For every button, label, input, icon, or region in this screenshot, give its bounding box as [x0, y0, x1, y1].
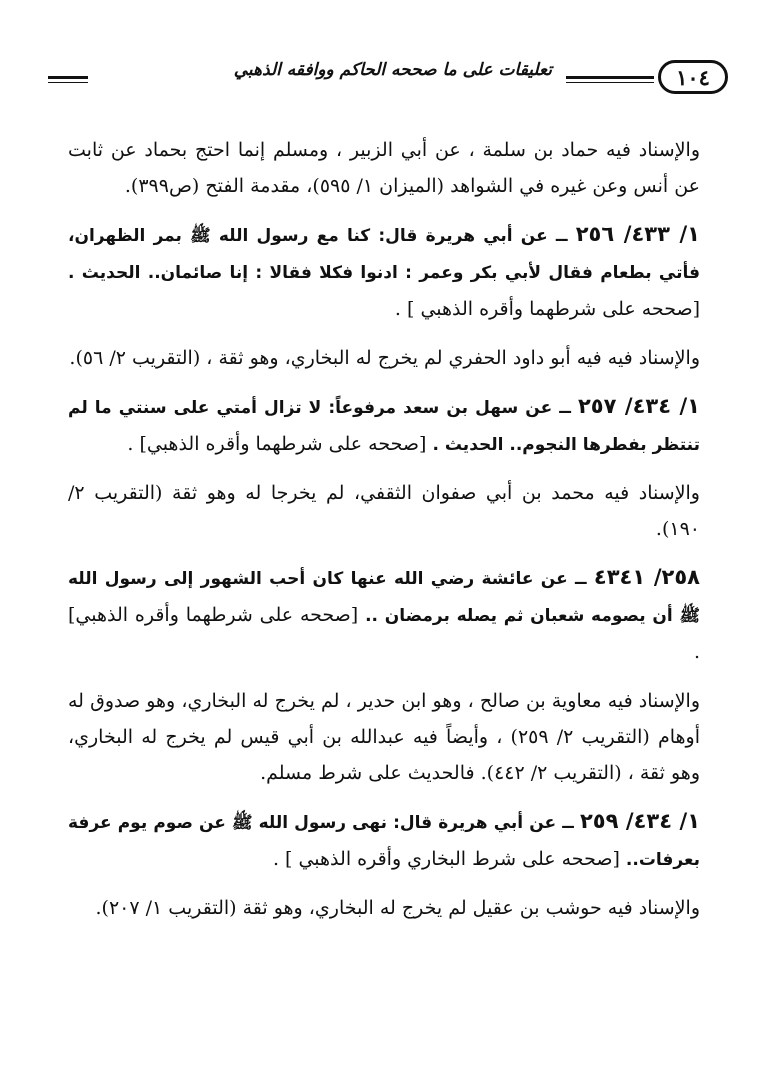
- header-rule-right: [566, 76, 654, 83]
- hadith-number: ١/ ٤٣٤/ ٢٥٩: [579, 809, 701, 833]
- hadith-text: ــ عن أبي هريرة قال: نهى رسول الله ﷺ عن صوم يوم عرفة بعرفات..: [68, 813, 700, 870]
- comment-paragraph: والإسناد فيه حماد بن سلمة ، عن أبي الزبير ، ومسلم إنما احتج بحماد عن ثابت عن أنس وعن غيره في الشواهد (الميزان ١/ ٥٩٥)، مقدمة الفتح (ص٣٩٩).: [68, 139, 700, 197]
- hadith-number: ١/ ٤٣٣/ ٢٥٦: [575, 222, 700, 246]
- hadith-number: ٢٥٨/ ٤٣٤١: [593, 565, 700, 589]
- page-number: ١٠٤: [676, 64, 710, 90]
- comment-paragraph: والإسناد فيه فيه أبو داود الحفري لم يخرج له البخاري، وهو ثقة ، (التقريب ٢/ ٥٦).: [69, 347, 700, 369]
- hadith-number: ١/ ٤٣٤/ ٢٥٧: [577, 394, 700, 418]
- comment-paragraph: والإسناد فيه محمد بن أبي صفوان الثقفي، لم يخرجا له وهو ثقة (التقريب ٢/ ١٩٠).: [68, 482, 700, 540]
- hadith-verdict: [صححه على شرط البخاري وأقره الذهبي ] .: [272, 848, 626, 870]
- page-body: [68, 132, 700, 938]
- hadith-text: ــ عن أبي هريرة قال: كنا مع رسول الله ﷺ بمر الظهران، فأتي بطعام فقال لأبي بكر وعمر : ادنوا فكلا فقالا : إنا صائمان.. الحديث .: [68, 226, 700, 283]
- page-number-badge: [658, 60, 728, 94]
- hadith-paragraph: [68, 559, 700, 671]
- page-header: [48, 58, 728, 102]
- hadith-paragraph: [68, 803, 700, 878]
- hadith-paragraph: [68, 388, 700, 463]
- hadith-text: ــ عن عائشة رضي الله عنها كان أحب الشهور إلى رسول الله ﷺ أن يصومه شعبان ثم يصله برمضان ..: [68, 569, 701, 626]
- hadith-text: ــ عن سهل بن سعد مرفوعاً: لا تزال أمتي على سنتي ما لم تنتظر بفطرها النجوم.. الحديث .: [68, 398, 700, 455]
- header-rule-left: [48, 76, 88, 83]
- hadith-verdict: [صححه على شرطهما وأقره الذهبي] .: [127, 433, 433, 455]
- hadith-verdict: [صححه على شرطهما وأقره الذهبي ] .: [394, 298, 700, 320]
- comment-paragraph: والإسناد فيه معاوية بن صالح ، وهو ابن حدير ، لم يخرج له البخاري، وهو صدوق له أوهام (التقريب ٢/ ٢٥٩) ، وأيضاً فيه عبدالله بن أبي قيس لم يخرج له البخاري، وهو ثقة ، (التقريب ٢/ ٤٤٢). فالحديث على شرط مسلم.: [68, 690, 700, 784]
- hadith-paragraph: [68, 216, 700, 328]
- running-title: تعليقات على ما صححه الحاكم ووافقه الذهبي: [233, 60, 552, 80]
- comment-paragraph: والإسناد فيه حوشب بن عقيل لم يخرج له البخاري، وهو ثقة (التقريب ١/ ٢٠٧).: [95, 897, 700, 919]
- hadith-verdict: [صححه على شرطهما وأقره الذهبي] .: [68, 604, 700, 663]
